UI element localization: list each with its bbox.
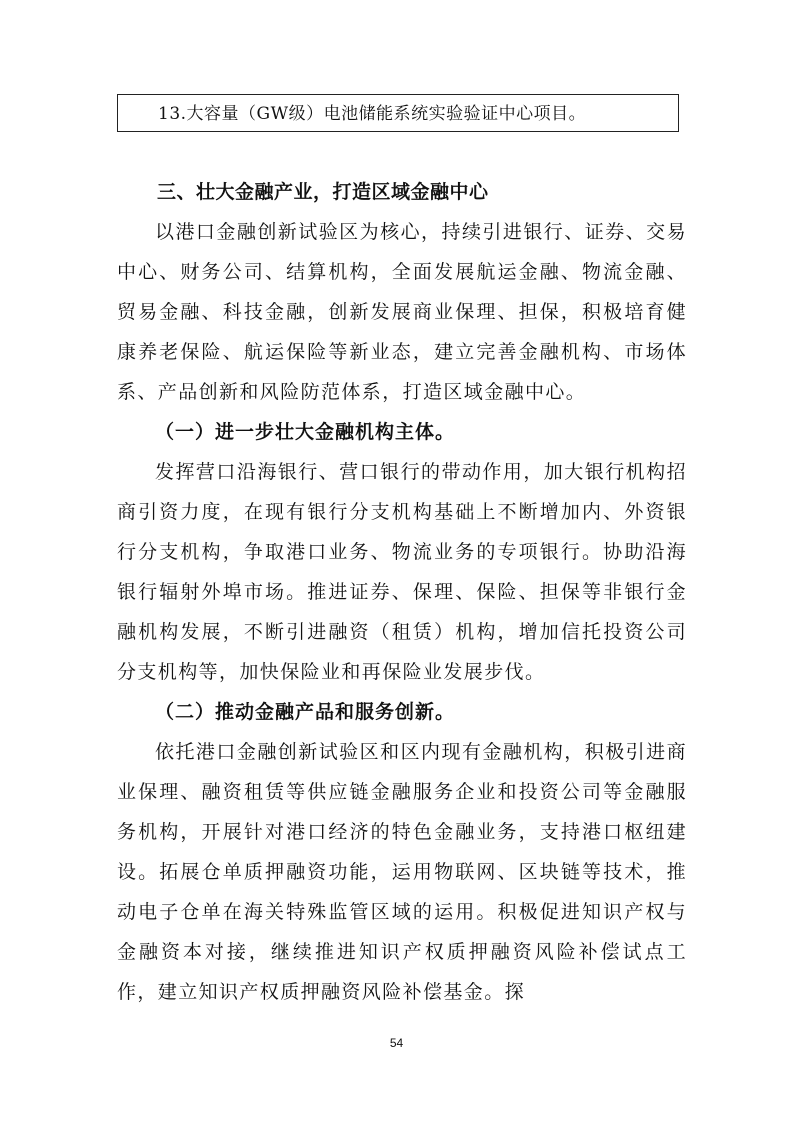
- subsection-heading-2: （二）推动金融产品和服务创新。: [155, 701, 456, 723]
- section-intro-paragraph: 以港口金融创新试验区为核心，持续引进银行、证券、交易中心、财务公司、结算机构，全面发展航运金融、物流金融、贸易金融、科技金融，创新发展商业保理、担保，积极培育健康养老保险、航运保险等新业态，建立完善金融机构、市场体系、产品创新和风险防范体系，打造区域金融中心。: [117, 221, 687, 403]
- section-heading: 三、壮大金融产业，打造区域金融中心: [157, 181, 489, 203]
- table-row-box: [117, 94, 679, 132]
- subsection-heading-1: （一）进一步壮大金融机构主体。: [155, 421, 456, 443]
- document-body: [117, 172, 687, 1012]
- subsection-paragraph-1: 发挥营口沿海银行、营口银行的带动作用，加大银行机构招商引资力度，在现有银行分支机构基础上不断增加内、外资银行分支机构，争取港口业务、物流业务的专项银行。协助沿海银行辐射外埠市场。推进证券、保理、保险、担保等非银行金融机构发展，不断引进融资（租赁）机构，增加信托投资公司分支机构等，加快保险业和再保险业发展步伐。: [117, 461, 687, 683]
- page-number: 54: [389, 1036, 404, 1050]
- subsection-paragraph-2: 依托港口金融创新试验区和区内现有金融机构，积极引进商业保理、融资租赁等供应链金融服务企业和投资公司等金融服务机构，开展针对港口经济的特色金融业务，支持港口枢纽建设。拓展仓单质押融资功能，运用物联网、区块链等技术，推动电子仓单在海关特殊监管区域的运用。积极促进知识产权与金融资本对接，继续推进知识产权质押融资风险补偿试点工作，建立知识产权质押融资风险补偿基金。探: [117, 741, 687, 1003]
- table-cell-project-13: 13.大容量（GW级）电池储能系统实验验证中心项目。: [158, 104, 587, 124]
